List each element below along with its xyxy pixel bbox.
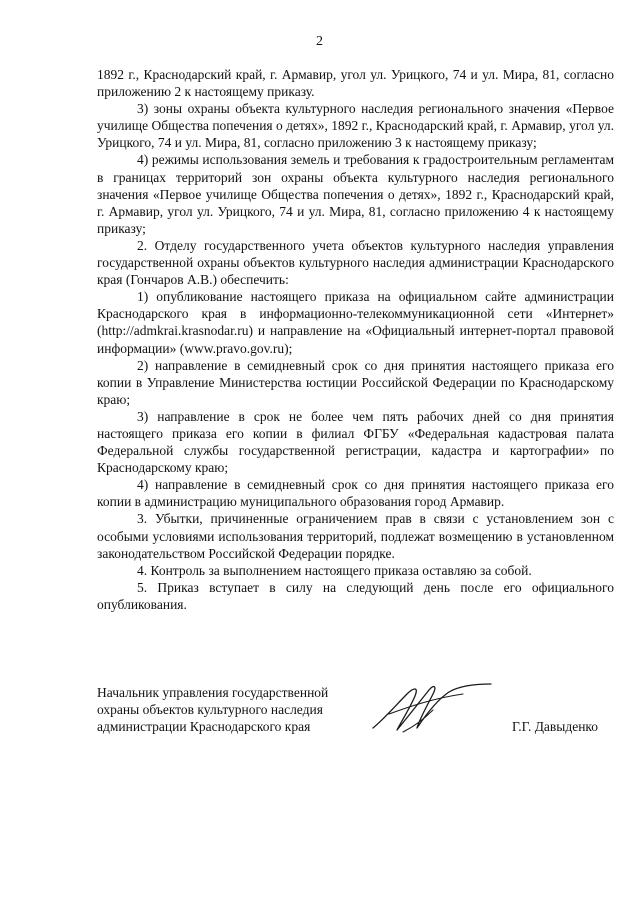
signatory-title [97,684,328,735]
document-body [97,66,614,613]
paragraph-item-3: 3) зоны охраны объекта культурного наследия регионального значения «Первое училище Общества попечения о детях», 1892 г., Краснодарский край, г. Армавир, угол ул. Урицкого, 74 и ул. Мира, 81, согласно приложению 3 к настоящему приказу; [97,101,614,151]
paragraph-clause-4: 4. Контроль за выполнением настоящего приказа оставляю за собой. [137,562,532,578]
paragraph-subitem-2: 2) направление в семидневный срок со дня принятия настоящего приказа его копии в Управление Министерства юстиции Российской Федерации по Краснодарскому краю; [97,357,614,407]
paragraph-subitem-1: 1) опубликование настоящего приказа на официальном сайте администрации Краснодарского края в информационно-телекоммуникационной сети «Интернет» (http://admkrai.krasnodar.ru) и направление на «Официальный интернет-портал правовой информации» (www.pravo.gov.ru); [97,289,614,356]
signatory-title-line: администрации Краснодарского края [97,719,311,734]
signatory-title-line: охраны объектов культурного наследия [97,702,323,717]
page-number: 2 [316,34,323,49]
signatory-name: Г.Г. Давыденко [512,719,599,734]
handwritten-signature [363,670,503,740]
paragraph-clause-3: 3. Убытки, причиненные ограничением прав в связи с установлением зон с особыми условиями использования территорий, подлежат возмещению в установленном законодательством Российской Федерации порядке. [97,511,614,561]
paragraph-item-4: 4) режимы использования земель и требования к градостроительным регламентам в границах территорий зон охраны объекта культурного наследия регионального значения «Первое училище Общества попечения о детях», 1892 г., Краснодарский край, г. Армавир, угол ул. Урицкого, 74 и ул. Мира, 81, согласно приложению 4 к настоящему приказу; [97,152,614,236]
paragraph-continuation: 1892 г., Краснодарский край, г. Армавир, угол ул. Урицкого, 74 и ул. Мира, 81, согласно приложению 2 к настоящему приказу. [97,67,614,100]
paragraph-clause-5: 5. Приказ вступает в силу на следующий день после его официального опубликования. [97,579,614,612]
paragraph-subitem-3: 3) направление в срок не более чем пять рабочих дней со дня принятия настоящего приказа его копии в филиал ФГБУ «Федеральная кадастровая палата Федеральной службы государственной регистрации, кадастра и картографии» по Краснодарскому краю; [97,408,614,476]
paragraph-clause-2: 2. Отделу государственного учета объектов культурного наследия управления государственной охраны объектов культурного наследия администрации Краснодарского края (Гончаров А.В.) обеспечить: [97,237,614,288]
paragraph-subitem-4: 4) направление в семидневный срок со дня принятия настоящего приказа его копии в администрацию муниципального образования город Армавир. [97,477,614,510]
signatory-title-line: Начальник управления государственной [97,685,329,700]
